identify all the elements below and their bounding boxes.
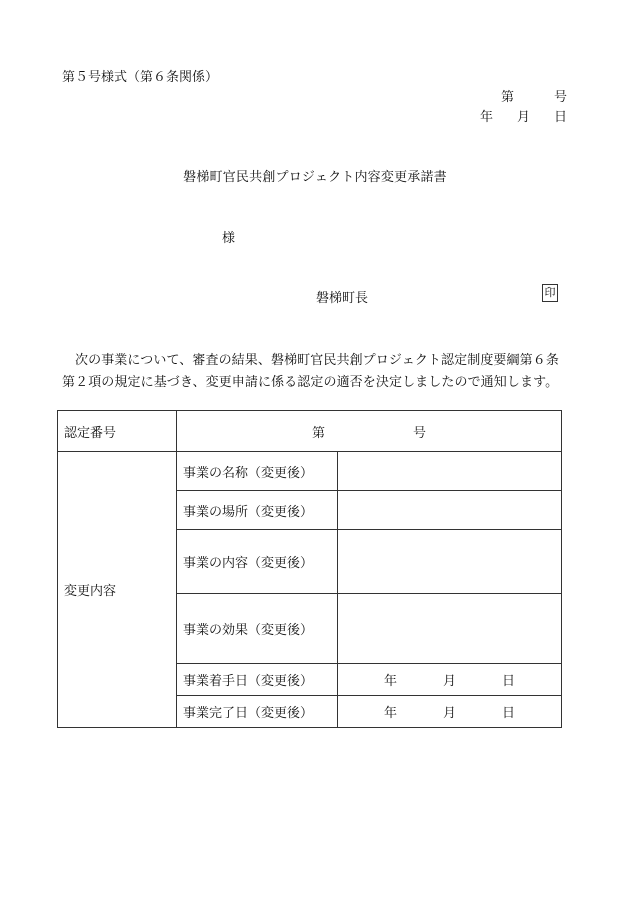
row-label-content: 事業の内容（変更後） (177, 530, 338, 594)
sender-name: 磐梯町長 (316, 291, 369, 306)
document-title: 磐梯町官民共創プロジェクト内容変更承諾書 (183, 170, 447, 185)
row-value-effect (338, 594, 562, 664)
doc-number-prefix: 第 (500, 90, 514, 105)
row-label-end-date: 事業完了日（変更後） (177, 696, 338, 728)
doc-date-month: 月 (516, 110, 530, 125)
cert-number-value (177, 411, 562, 452)
row-value-content (338, 530, 562, 594)
cert-number-label: 認定番号 (58, 411, 177, 452)
table-row (58, 411, 562, 452)
change-content-label: 変更内容 (58, 452, 177, 728)
doc-number-suffix: 号 (553, 90, 567, 105)
start-date-day: 日 (502, 674, 516, 689)
body-paragraph: 次の事業について、審査の結果、磐梯町官民共創プロジェクト認定制度要綱第６条第２項の規定に基づき、変更申請に係る認定の適否を決定しましたので通知します。 (62, 353, 559, 390)
table-row (58, 452, 562, 491)
row-label-effect: 事業の効果（変更後） (177, 594, 338, 664)
cert-number-prefix: 第 (311, 425, 325, 441)
doc-date-day: 日 (553, 110, 567, 125)
row-label-start-date: 事業着手日（変更後） (177, 664, 338, 696)
document-date (480, 106, 567, 125)
seal-mark: 印 (542, 284, 558, 302)
start-date-month: 月 (442, 674, 456, 689)
start-date-value (338, 664, 562, 696)
addressee-honorific: 様 (222, 231, 236, 246)
form-number: 第５号様式（第６条関係） (62, 70, 219, 85)
end-date-year: 年 (383, 706, 397, 721)
start-date-year: 年 (383, 674, 397, 689)
end-date-value (338, 696, 562, 728)
row-value-name (338, 452, 562, 491)
cert-number-suffix: 号 (413, 425, 427, 441)
row-label-place: 事業の場所（変更後） (177, 491, 338, 530)
row-value-place (338, 491, 562, 530)
end-date-day: 日 (502, 706, 516, 721)
certification-table (57, 410, 562, 728)
doc-date-year: 年 (479, 110, 493, 125)
end-date-month: 月 (442, 706, 456, 721)
document-number (501, 86, 567, 105)
row-label-name: 事業の名称（変更後） (177, 452, 338, 491)
